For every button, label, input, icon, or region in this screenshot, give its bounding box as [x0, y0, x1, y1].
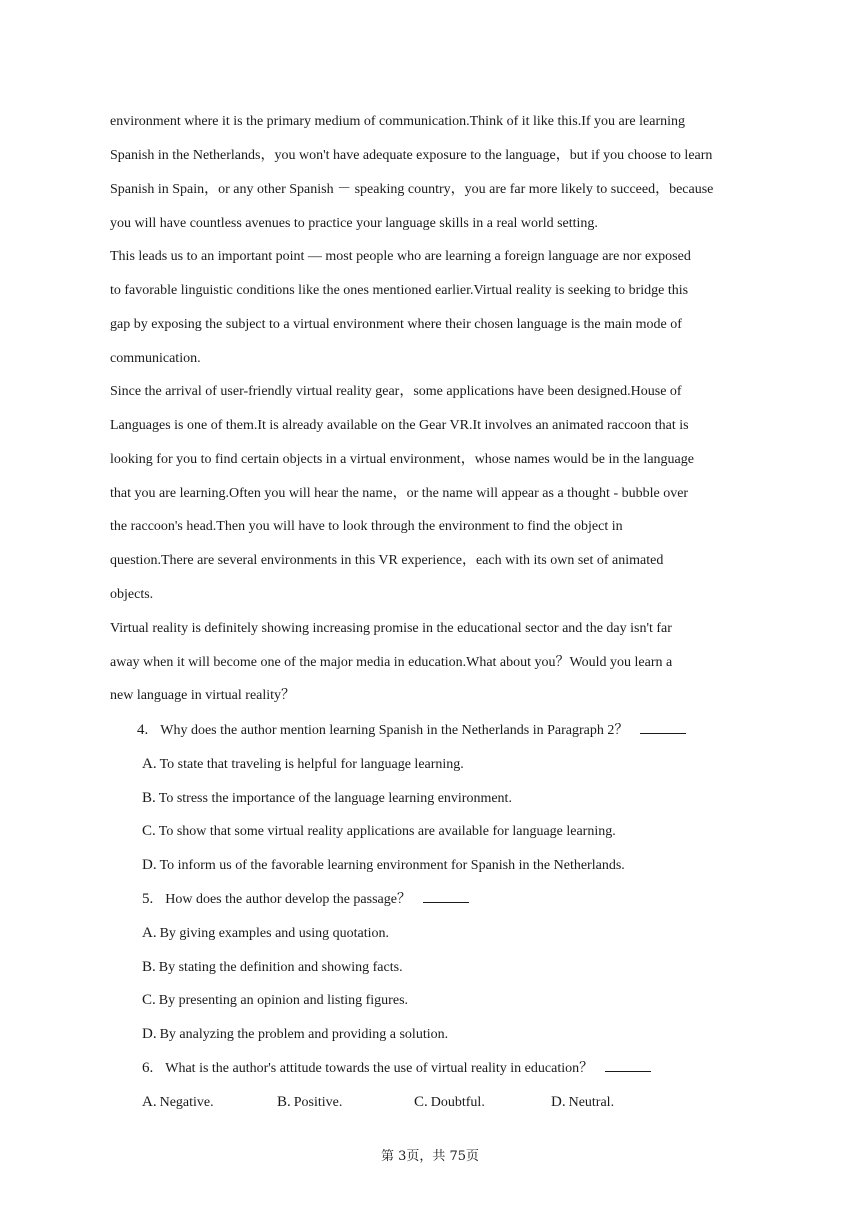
passage-line: Since the arrival of user-friendly virtual reality gear，some applications have been designed.House of	[110, 384, 682, 399]
passage-line: Spanish in the Netherlands，you won't have adequate exposure to the language，but if you choose to learn	[110, 148, 713, 163]
passage-line: Languages is one of them.It is already available on the Gear VR.It involves an animated raccoon that is	[110, 418, 689, 433]
question-5-stem	[142, 890, 469, 909]
passage-line: to favorable linguistic conditions like the ones mentioned earlier.Virtual reality is seeking to bridge this	[110, 283, 689, 298]
question-4-option-d[interactable]	[142, 856, 625, 875]
option-text: Positive.	[293, 1095, 343, 1110]
question-6-stem	[142, 1059, 651, 1078]
passage-line: away when it will become one of the major media in education.What about you？Would you learn a	[110, 655, 673, 670]
passage-line: environment where it is the primary medium of communication.Think of it like this.If you are learning	[110, 114, 686, 129]
passage-line: Virtual reality is definitely showing increasing promise in the educational sector and the day isn't far	[110, 621, 672, 636]
question-4-option-a[interactable]	[142, 755, 464, 774]
question-5-option-c[interactable]	[142, 991, 408, 1010]
passage-line: communication.	[110, 351, 201, 366]
question-number: 6.	[142, 1060, 154, 1076]
question-text: Why does the author mention learning Spanish in the Netherlands in Paragraph 2？	[160, 723, 629, 738]
question-5-option-b[interactable]	[142, 958, 403, 977]
passage-line: objects.	[110, 587, 154, 602]
option-text: By presenting an opinion and listing figures.	[158, 993, 409, 1008]
passage-line: This leads us to an important point — most people who are learning a foreign language are nor exposed	[110, 249, 691, 264]
passage-line: the raccoon's head.Then you will have to look through the environment to find the object in	[110, 519, 623, 534]
passage-line: looking for you to find certain objects in a virtual environment，whose names would be in the language	[110, 452, 694, 467]
answer-blank[interactable]	[640, 721, 686, 734]
option-text: By analyzing the problem and providing a solution.	[159, 1027, 449, 1042]
question-number: 4.	[137, 722, 149, 738]
question-text: How does the author develop the passage？	[165, 892, 411, 907]
option-text: To show that some virtual reality applications are available for language learning.	[158, 824, 616, 839]
option-text: By stating the definition and showing facts.	[158, 960, 403, 975]
page-number-footer: 第 3页，共 75页	[380, 1149, 480, 1164]
option-text: To inform us of the favorable learning environment for Spanish in the Netherlands.	[159, 858, 625, 873]
option-text: To stress the importance of the language learning environment.	[158, 791, 512, 806]
question-6-option-a[interactable]	[142, 1093, 214, 1112]
question-number: 5.	[142, 891, 154, 907]
question-4-option-b[interactable]	[142, 789, 512, 808]
option-letter: C.	[142, 823, 156, 839]
passage-line: gap by exposing the subject to a virtual environment where their chosen language is the main mode of	[110, 317, 682, 332]
option-letter: A.	[142, 1094, 157, 1110]
question-4-stem	[137, 721, 686, 740]
option-letter: A.	[142, 925, 157, 941]
option-text: Negative.	[159, 1095, 214, 1110]
option-letter: B.	[142, 790, 156, 806]
option-text: Doubtful.	[430, 1095, 485, 1110]
question-6-option-c[interactable]	[414, 1093, 485, 1112]
option-letter: B.	[142, 959, 156, 975]
option-letter: C.	[142, 992, 156, 1008]
passage-line: new language in virtual reality？	[110, 688, 296, 703]
option-text: By giving examples and using quotation.	[159, 926, 390, 941]
passage-line: you will have countless avenues to practice your language skills in a real world setting.	[110, 216, 598, 231]
question-text: What is the author's attitude towards the use of virtual reality in education？	[165, 1061, 594, 1076]
question-5-option-a[interactable]	[142, 924, 389, 943]
option-letter: D.	[142, 857, 157, 873]
option-text: To state that traveling is helpful for language learning.	[159, 757, 464, 772]
answer-blank[interactable]	[605, 1059, 651, 1072]
answer-blank[interactable]	[423, 890, 469, 903]
passage-line: that you are learning.Often you will hear the name，or the name will appear as a thought - bubble over	[110, 486, 689, 501]
passage-line: Spanish in Spain，or any other Spanish － speaking country，you are far more likely to succeed，because	[110, 182, 714, 197]
option-text: Neutral.	[568, 1095, 615, 1110]
question-6-option-b[interactable]	[277, 1093, 342, 1112]
question-6-option-d[interactable]	[551, 1093, 614, 1112]
option-letter: A.	[142, 756, 157, 772]
option-letter: B.	[277, 1094, 291, 1110]
question-5-option-d[interactable]	[142, 1025, 448, 1044]
passage-line: question.There are several environments in this VR experience，each with its own set of animated	[110, 553, 664, 568]
option-letter: C.	[414, 1094, 428, 1110]
question-4-option-c[interactable]	[142, 822, 616, 841]
option-letter: D.	[551, 1094, 566, 1110]
option-letter: D.	[142, 1026, 157, 1042]
